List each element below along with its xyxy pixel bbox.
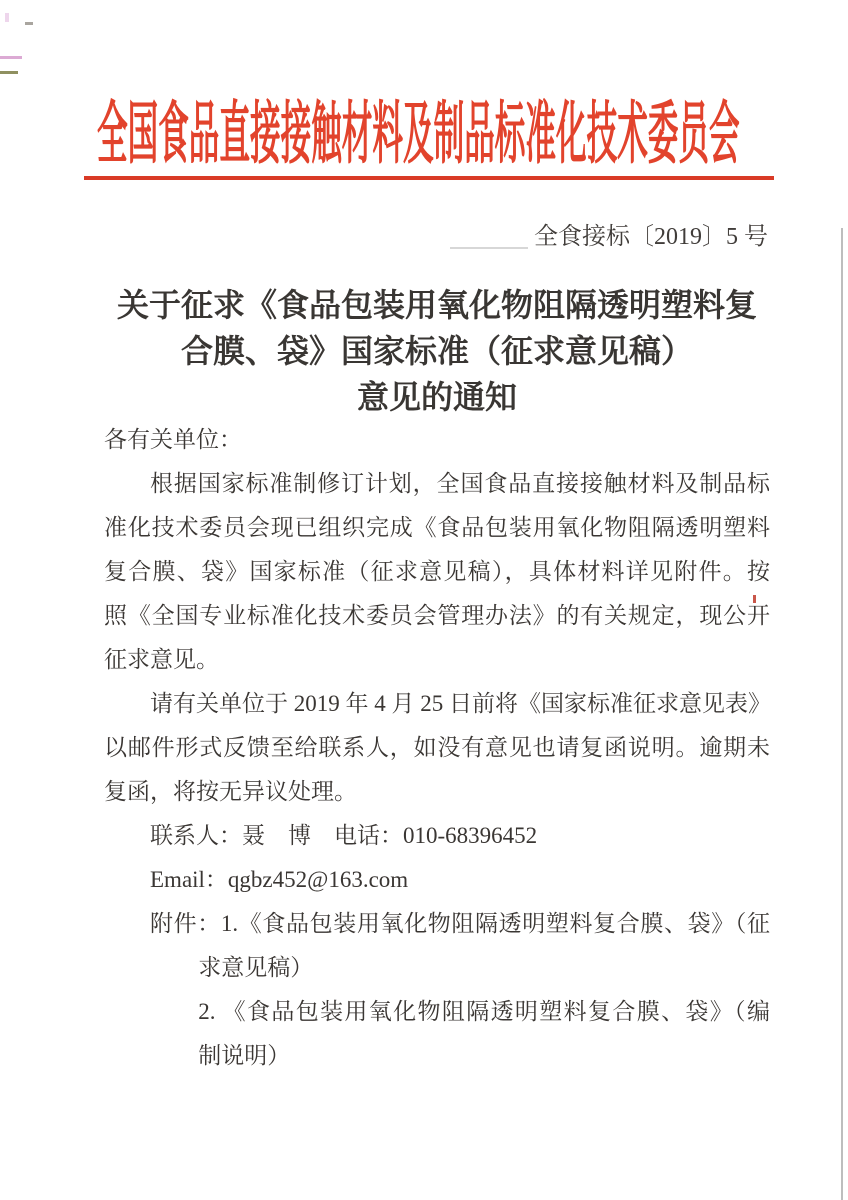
scan-artifact-pink-line (0, 56, 22, 59)
paragraph-line: 准化技术委员会现已组织完成《食品包装用氧化物阻隔透明塑料 (104, 515, 770, 540)
notice-title-line: 意见的通知 (356, 379, 517, 415)
scan-edge-line (841, 228, 843, 1200)
attachment-line: 2. 《食品包装用氧化物阻隔透明塑料复合膜、袋》（编 (198, 999, 770, 1024)
paragraph-line: 根据国家标准制修订计划，全国食品直接接触材料及制品标 (150, 471, 770, 496)
salutation: 各有关单位： (104, 427, 242, 452)
paragraph-line: 照《全国专业标准化技术委员会管理办法》的有关规定，现公开 (104, 603, 770, 628)
document-number: 全食接标〔2019〕5 号 (534, 224, 768, 250)
scan-artifact-pink-smudge (5, 13, 9, 22)
paragraph-line: 请有关单位于 2019 年 4 月 25 日前将《国家标准征求意见表》 (150, 691, 771, 716)
attachment-line: 制说明） (198, 1043, 291, 1068)
attachment-line: 求意见稿） (198, 955, 314, 980)
paragraph-line: 以邮件形式反馈至给联系人，如没有意见也请复函说明。逾期未 (104, 735, 770, 760)
scan-artifact-gray-dot (25, 22, 33, 25)
letterhead-underline (84, 176, 774, 180)
paragraph-line: 征求意见。 (104, 647, 219, 672)
letterhead (97, 96, 848, 172)
paragraph-line: 复函，将按无异议处理。 (104, 779, 357, 804)
organization-name: 全国食品直接接触材料及制品标准化技术委员会 (97, 96, 740, 172)
email-line: Email：qgbz452@163.com (150, 867, 409, 892)
attachment-line: 附件：1.《食品包装用氧化物阻隔透明塑料复合膜、袋》（征 (150, 911, 770, 936)
scan-artifact-olive-line (0, 71, 18, 74)
contact-line: 联系人：聂 博 电话：010-68396452 (150, 823, 538, 848)
paragraph-line: 复合膜、袋》国家标准（征求意见稿），具体材料详见附件。按 (104, 559, 770, 584)
scan-artifact-gray-underline (450, 247, 528, 249)
notice-title (104, 282, 770, 420)
notice-body (104, 418, 770, 1078)
notice-title-line: 合膜、袋》国家标准（征求意见稿） (180, 333, 693, 369)
notice-title-line: 关于征求《食品包装用氧化物阻隔透明塑料复 (116, 287, 757, 323)
